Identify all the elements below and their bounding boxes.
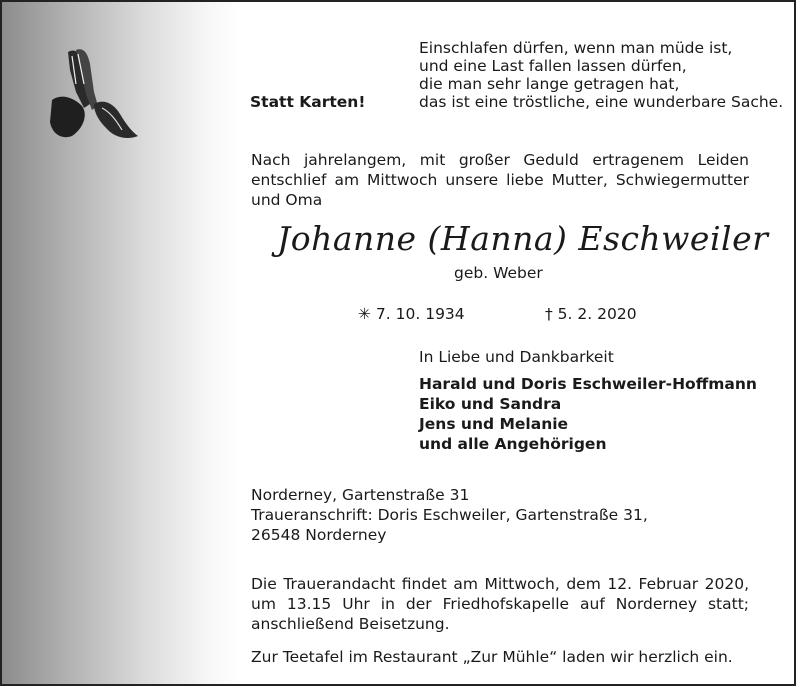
mourner-line: Eiko und Sandra <box>419 395 562 413</box>
service-text: Die Trauerandacht findet am Mittwoch, dem 12. Februar 2020, um 13.15 Uhr in der Friedhofskapelle auf Norderney statt; anschließend Beisetzung. <box>251 575 749 633</box>
teatable-text: Zur Teetafel im Restaurant „Zur Mühle“ laden wir herzlich ein. <box>251 648 733 666</box>
deceased-name: Johanne (Hanna) Eschweiler <box>277 219 769 258</box>
praying-hands-icon <box>42 44 142 144</box>
poem-line: und eine Last fallen lassen dürfen, <box>419 57 687 75</box>
address-line: 26548 Norderney <box>251 526 387 544</box>
poem-line: Einschlafen dürfen, wenn man müde ist, <box>419 39 733 57</box>
intro-text: Nach jahrelangem, mit großer Geduld ertragenem Leiden entschlief am Mittwoch unsere liebe Mutter, Schwiegermutter und Oma <box>251 151 749 209</box>
address-line: Traueranschrift: Doris Eschweiler, Gartenstraße 31, <box>251 506 648 524</box>
mourner-line: Harald und Doris Eschweiler-Hoffmann <box>419 375 757 393</box>
mourners-intro: In Liebe und Dankbarkeit <box>419 348 614 366</box>
mourner-line: Jens und Melanie <box>419 415 569 433</box>
maiden-name: geb. Weber <box>454 264 543 282</box>
address-line: Norderney, Gartenstraße 31 <box>251 486 470 504</box>
statt-karten-heading: Statt Karten! <box>250 93 366 111</box>
poem-line: das ist eine tröstliche, eine wunderbare Sache. <box>419 93 784 111</box>
poem-line: die man sehr lange getragen hat, <box>419 75 680 93</box>
death-date: † 5. 2. 2020 <box>545 305 637 323</box>
birth-date: ✳ 7. 10. 1934 <box>358 305 465 323</box>
mourner-line: und alle Angehörigen <box>419 435 607 453</box>
